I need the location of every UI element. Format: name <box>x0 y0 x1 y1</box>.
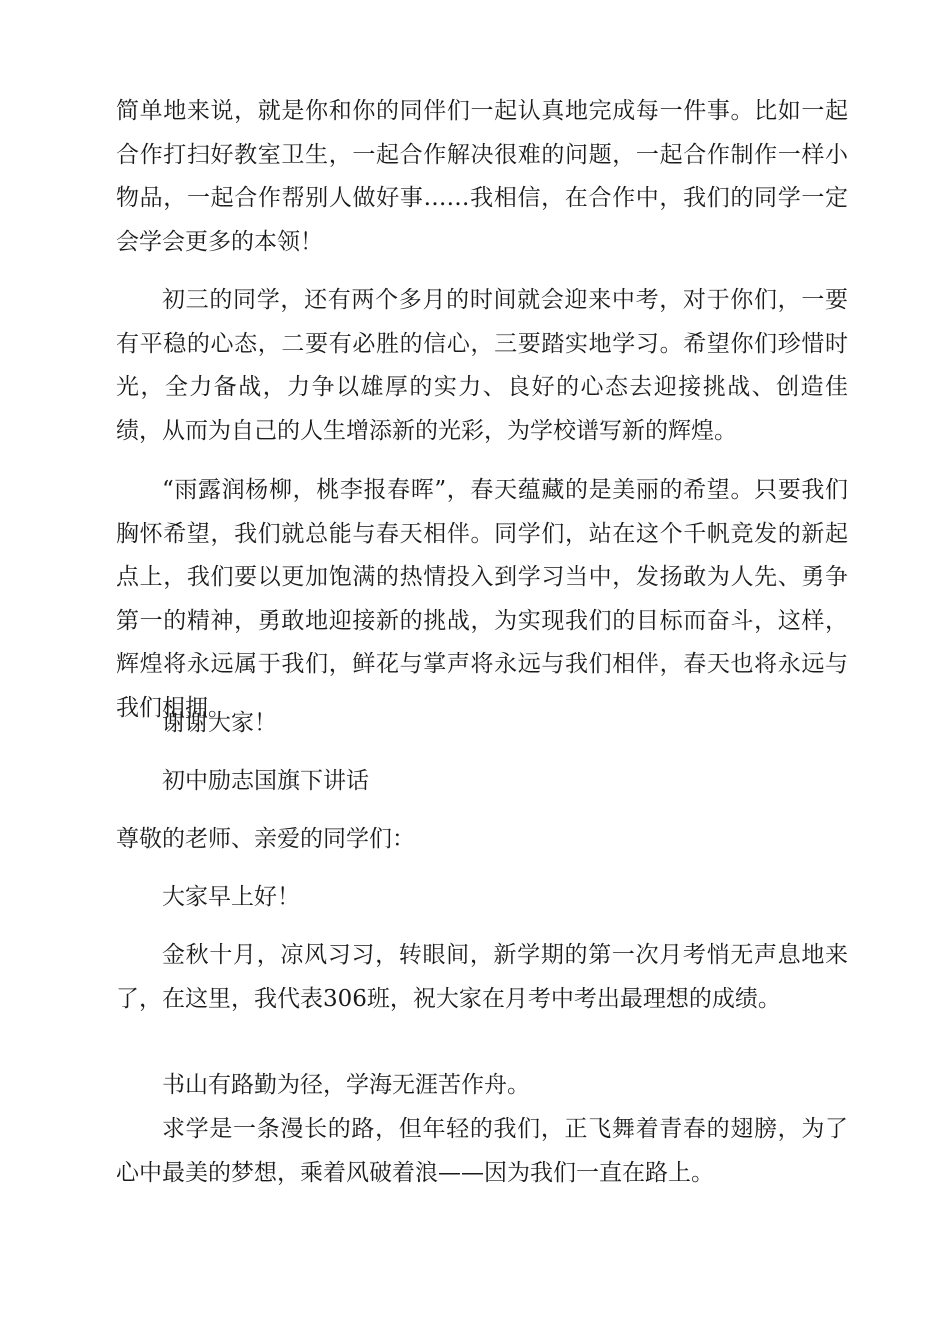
paragraph-salutation: 尊敬的老师、亲爱的同学们： <box>116 826 415 852</box>
paragraph-proverb: 书山有路勤为径，学海无涯苦作舟。 <box>162 1072 530 1098</box>
paragraph-spring-hope: “雨露润杨柳，桃李报春晖”，春天蕴藏的是美丽的希望。只要我们胸怀希望，我们就总能与春天相伴。同学们，站在这个千帆竞发的新起点上，我们要以更加饱满的热情投入到学习当中，发扬敢为人先、勇争第一的精神，勇敢地迎接新的挑战，为实现我们的目标而奋斗，这样，辉煌将永远属于我们，鲜花与掌声将永远与我们相伴，春天也将永远与我们相拥。 <box>116 477 848 721</box>
paragraph-thanks: 谢谢大家！ <box>162 710 277 736</box>
speech-title: 初中励志国旗下讲话 <box>162 768 369 794</box>
paragraph-cooperation: 简单地来说，就是你和你的同伴们一起认真地完成每一件事。比如一起合作打扫好教室卫生，一起合作解决很难的问题，一起合作制作一样小物品，一起合作帮别人做好事……我相信，在合作中，我们的同学一定会学会更多的本领！ <box>116 98 848 255</box>
paragraph-grade-nine: 初三的同学，还有两个多月的时间就会迎来中考，对于你们，一要有平稳的心态，二要有必胜的信心，三要踏实地学习。希望你们珍惜时光，全力备战，力争以雄厚的实力、良好的心态去迎接挑战、创造佳绩，从而为自己的人生增添新的光彩，为学校谱写新的辉煌。 <box>116 287 848 444</box>
paragraph-study-road: 求学是一条漫长的路，但年轻的我们，正飞舞着青春的翅膀，为了心中最美的梦想，乘着风破着浪——因为我们一直在路上。 <box>116 1116 848 1186</box>
paragraph-greeting: 大家早上好！ <box>162 884 300 910</box>
paragraph-exam-wishes: 金秋十月，凉风习习，转眼间，新学期的第一次月考悄无声息地来了，在这里，我代表306班，祝大家在月考中考出最理想的成绩。 <box>116 942 848 1012</box>
